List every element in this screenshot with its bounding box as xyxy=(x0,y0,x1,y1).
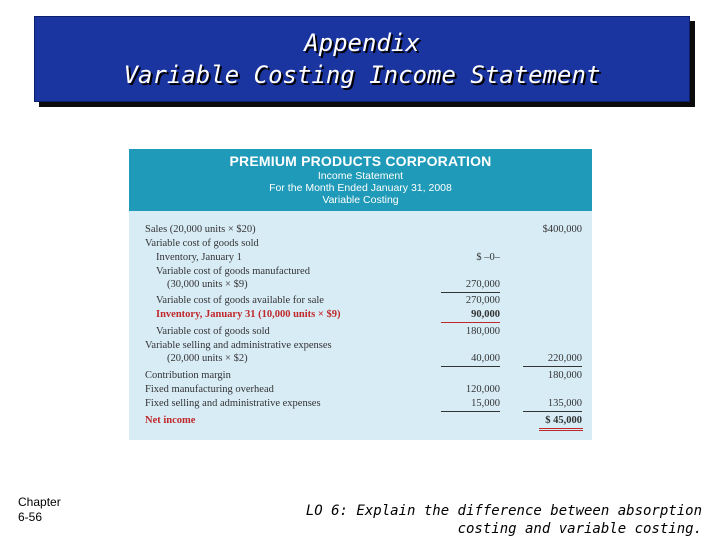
row-net-income-label: Net income xyxy=(145,415,196,426)
row-fixed-sae-label: Fixed selling and administrative expenses xyxy=(145,398,321,409)
row-fixed-moh-value: 120,000 xyxy=(465,384,500,395)
double-rule-bottom xyxy=(539,430,583,431)
row-fixed-moh-label: Fixed manufacturing overhead xyxy=(145,384,274,395)
row-vcogs-label: Variable cost of goods sold xyxy=(156,326,270,337)
row-vsae-value: 40,000 xyxy=(471,353,500,364)
row-vcogs-heading: Variable cost of goods sold xyxy=(145,238,259,249)
statement-subtitle-3: Variable Costing xyxy=(322,194,399,206)
row-vcogm-label: Variable cost of goods manufactured xyxy=(156,266,310,277)
row-vsae-heading: Variable selling and administrative expenses xyxy=(145,340,332,351)
row-sales-total: $400,000 xyxy=(542,224,582,235)
rule-3 xyxy=(441,366,500,367)
chapter-text: Chapter xyxy=(18,495,61,509)
row-inventory-jan1-label: Inventory, January 1 xyxy=(156,252,242,263)
row-available-label: Variable cost of goods available for sale xyxy=(156,295,324,306)
chapter-number: 6-56 xyxy=(18,510,43,524)
slide-title-line-1: Appendix xyxy=(304,29,420,57)
income-statement xyxy=(129,149,592,440)
rule-4 xyxy=(523,366,582,367)
row-sales-label: Sales (20,000 units × $20) xyxy=(145,224,256,235)
row-vcogm-units-label: (30,000 units × $9) xyxy=(167,279,248,290)
row-fixed-sae-value: 15,000 xyxy=(471,398,500,409)
row-available-value: 270,000 xyxy=(465,295,500,306)
row-inventory-jan31-value: 90,000 xyxy=(471,309,500,320)
row-net-income-value: $ 45,000 xyxy=(545,415,582,426)
row-inventory-jan31-label: Inventory, January 31 (10,000 units × $9) xyxy=(156,309,341,320)
row-contribution-margin-label: Contribution margin xyxy=(145,370,231,381)
row-vcogs-value: 180,000 xyxy=(465,326,500,337)
row-vsae-units-label: (20,000 units × $2) xyxy=(167,353,248,364)
row-variable-costs-total: 220,000 xyxy=(547,353,582,364)
double-rule-top xyxy=(539,428,583,429)
row-inventory-jan1-value: $ –0– xyxy=(476,252,500,263)
row-contribution-margin-value: 180,000 xyxy=(547,370,582,381)
row-vcogm-value: 270,000 xyxy=(465,279,500,290)
rule-6 xyxy=(523,411,582,412)
statement-header xyxy=(129,149,592,211)
slide-title xyxy=(34,16,690,102)
slide-title-line-2: Variable Costing Income Statement xyxy=(123,61,601,89)
rule-1 xyxy=(441,292,500,293)
learning-objective: LO 6: Explain the difference between absorption costing and variable costing. xyxy=(305,503,702,537)
rule-5 xyxy=(441,411,500,412)
rule-2 xyxy=(441,322,500,323)
row-fixed-costs-total: 135,000 xyxy=(547,398,582,409)
statement-subtitle-2: For the Month Ended January 31, 2008 xyxy=(269,182,452,194)
company-name: PREMIUM PRODUCTS CORPORATION xyxy=(229,153,492,169)
chapter-label xyxy=(18,495,61,525)
statement-subtitle-1: Income Statement xyxy=(317,170,404,182)
